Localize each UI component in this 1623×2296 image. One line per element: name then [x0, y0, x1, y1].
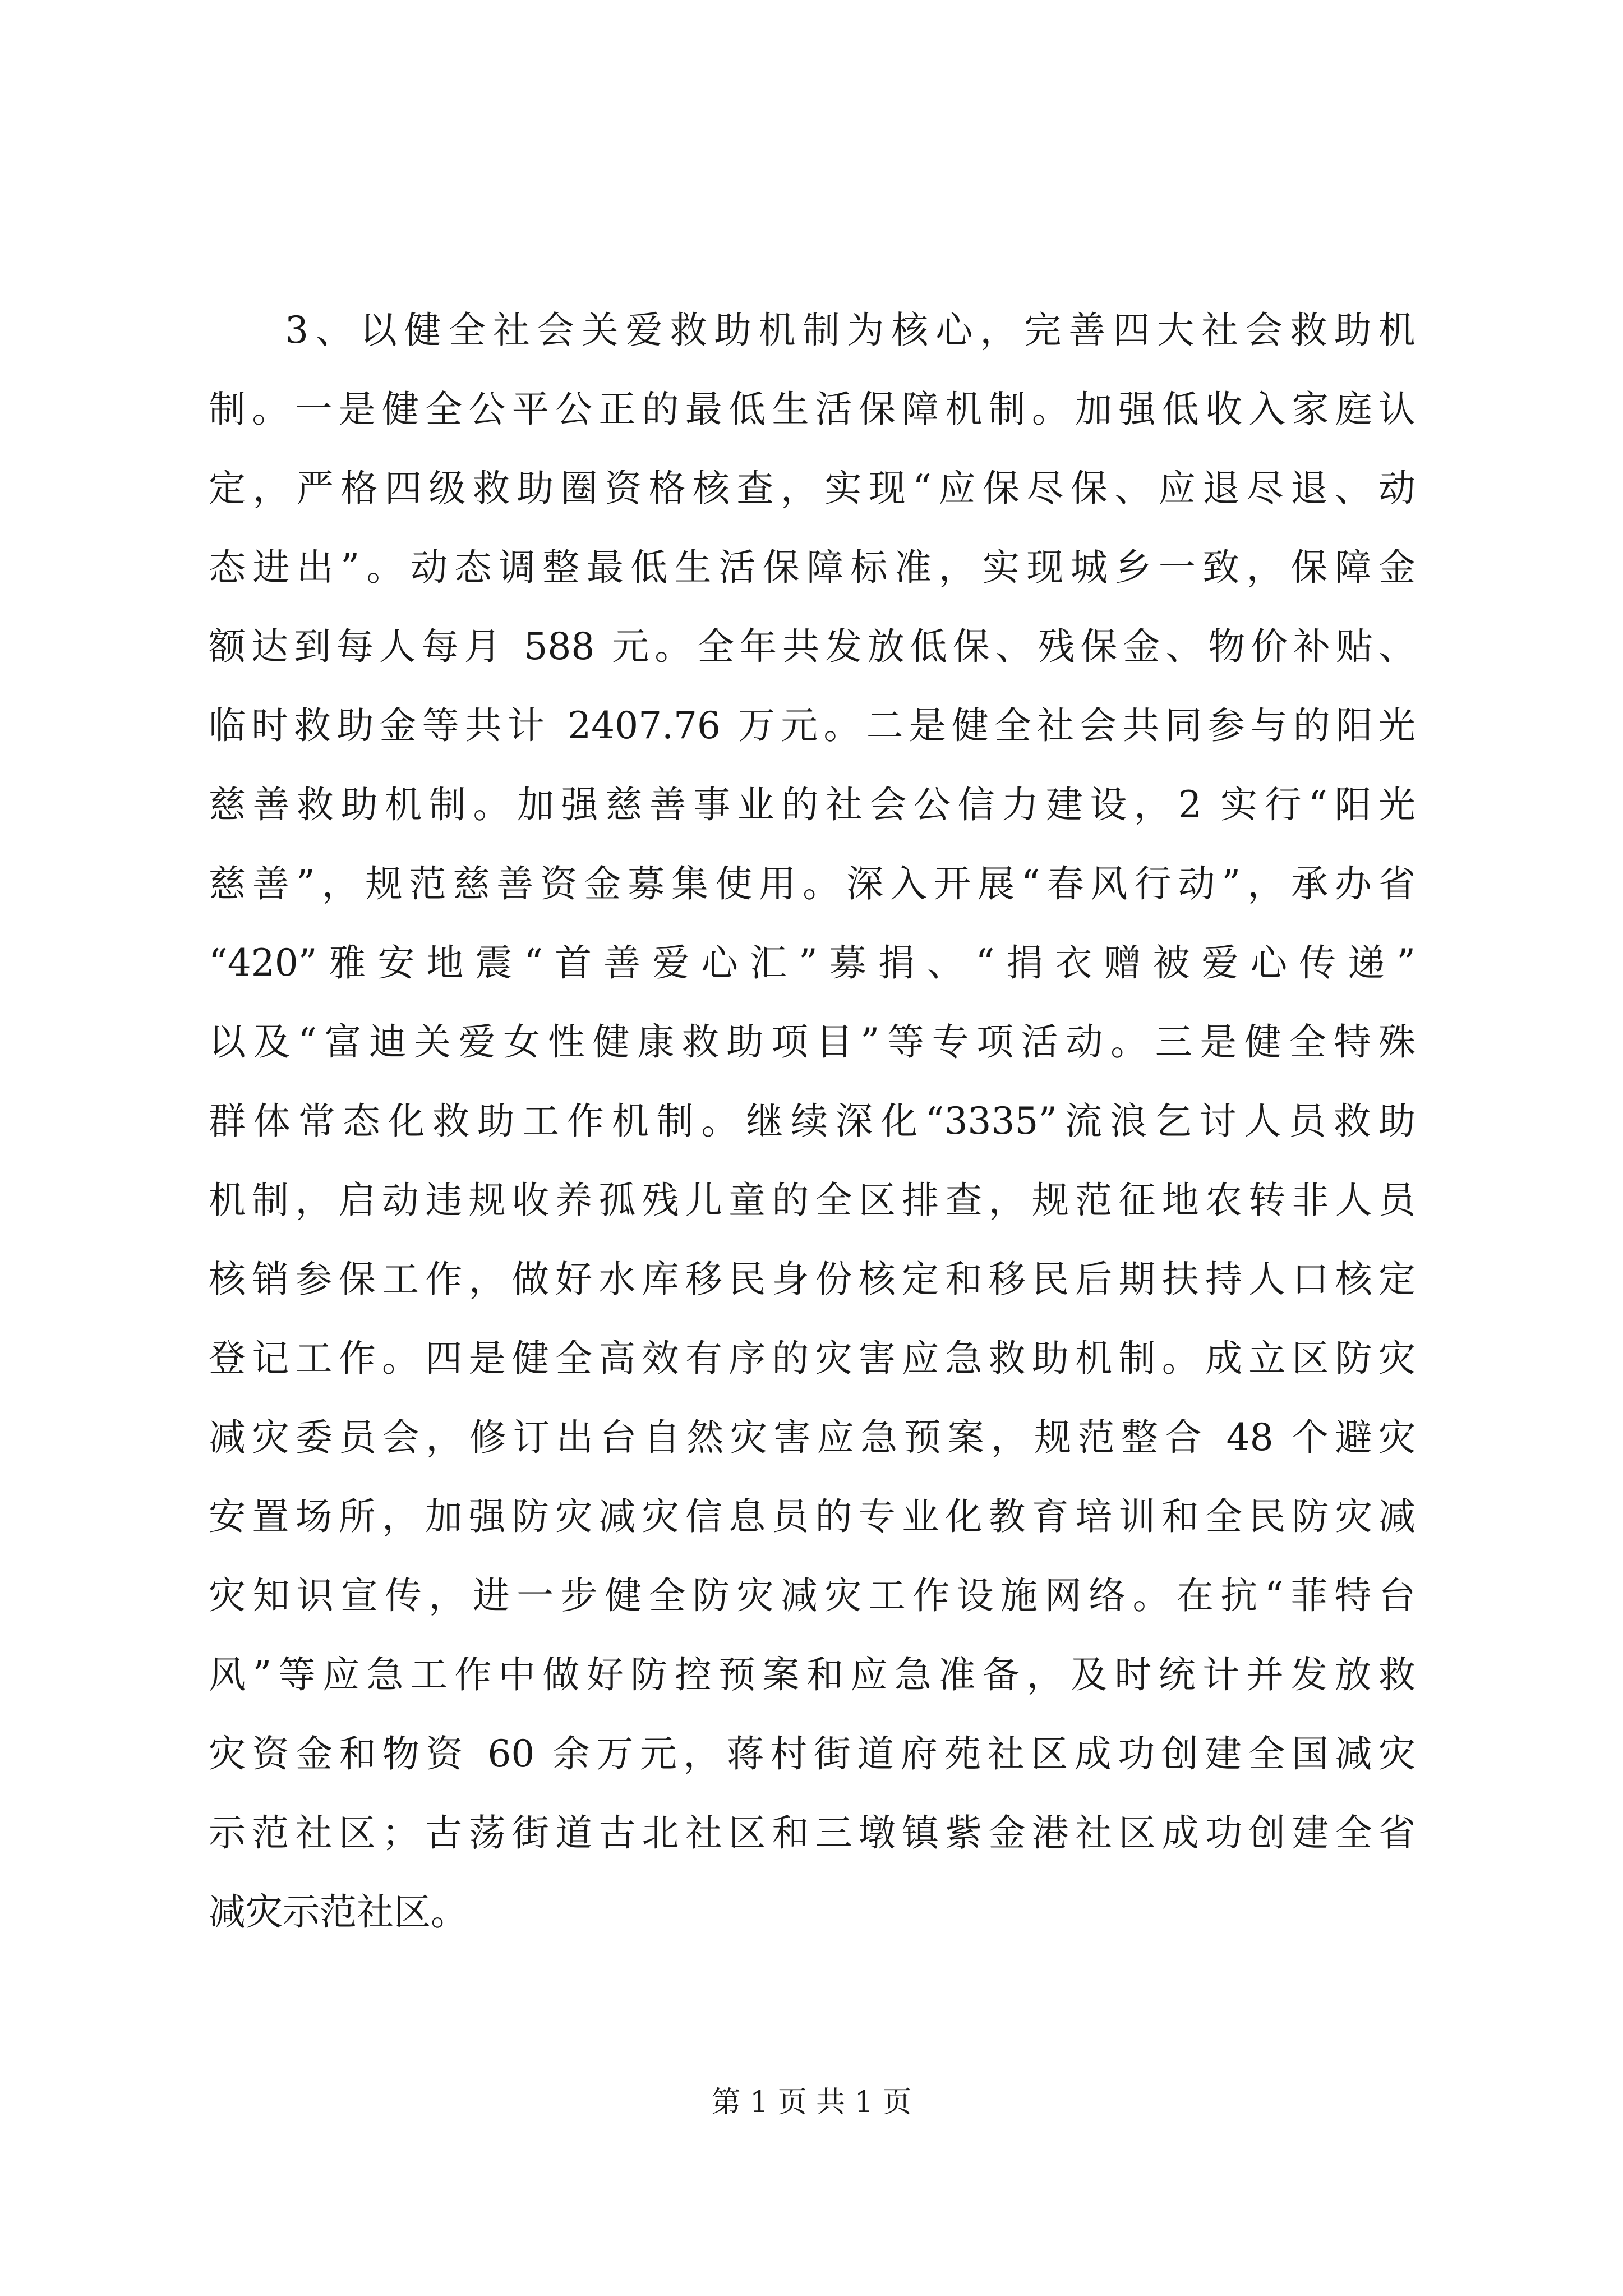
paragraph-line: 灾知识宣传，进一步健全防灾减灾工作设施网络。在抗“菲特台 [209, 1574, 1415, 1617]
paragraph-line: 灾资金和物资 60 余万元，蒋村街道府苑社区成功创建全国减灾 [209, 1732, 1415, 1775]
paragraph-line: 减灾委员会，修订出台自然灾害应急预案，规范整合 48 个避灾 [209, 1416, 1415, 1459]
paragraph-line: 定，严格四级救助圈资格核查，实现“应保尽保、应退尽退、动 [209, 467, 1415, 510]
paragraph-line: 示范社区；古荡街道古北社区和三墩镇紫金港社区成功创建全省 [209, 1811, 1415, 1855]
paragraph-line: “420”雅安地震“首善爱心汇”募捐、“捐衣赠被爱心传递” [209, 941, 1415, 984]
paragraph-line: 制。一是健全公平公正的最低生活保障机制。加强低收入家庭认 [209, 388, 1415, 431]
paragraph-line: 核销参保工作，做好水库移民身份核定和移民后期扶持人口核定 [209, 1258, 1415, 1301]
paragraph-line: 态进出”。动态调整最低生活保障标准，实现城乡一致，保障金 [209, 546, 1415, 589]
page-footer: 第 1 页 共 1 页 [711, 2086, 912, 2119]
paragraph-line: 慈善救助机制。加强慈善事业的社会公信力建设，2 实行“阳光 [209, 783, 1415, 826]
paragraph-line: 机制，启动违规收养孤残儿童的全区排查，规范征地农转非人员 [209, 1179, 1415, 1222]
paragraph-line: 以及“富迪关爱女性健康救助项目”等专项活动。三是健全特殊 [209, 1020, 1415, 1064]
paragraph-line: 3、以健全社会关爱救助机制为核心，完善四大社会救助机 [285, 309, 1415, 352]
paragraph-line: 登记工作。四是健全高效有序的灾害应急救助机制。成立区防灾 [209, 1337, 1415, 1380]
body-paragraph [209, 291, 1415, 1952]
paragraph-line: 安置场所，加强防灾减灾信息员的专业化教育培训和全民防灾减 [209, 1495, 1415, 1538]
paragraph-line: 风”等应急工作中做好防控预案和应急准备，及时统计并发放救 [209, 1653, 1415, 1696]
paragraph-line: 减灾示范社区。 [209, 1890, 468, 1934]
paragraph-line: 临时救助金等共计 2407.76 万元。二是健全社会共同参与的阳光 [209, 704, 1415, 747]
paragraph-line: 额达到每人每月 588 元。全年共发放低保、残保金、物价补贴、 [209, 625, 1415, 668]
paragraph-line: 群体常态化救助工作机制。继续深化“3335”流浪乞讨人员救助 [209, 1099, 1415, 1143]
paragraph-line: 慈善”，规范慈善资金募集使用。深入开展“春风行动”，承办省 [209, 862, 1415, 905]
